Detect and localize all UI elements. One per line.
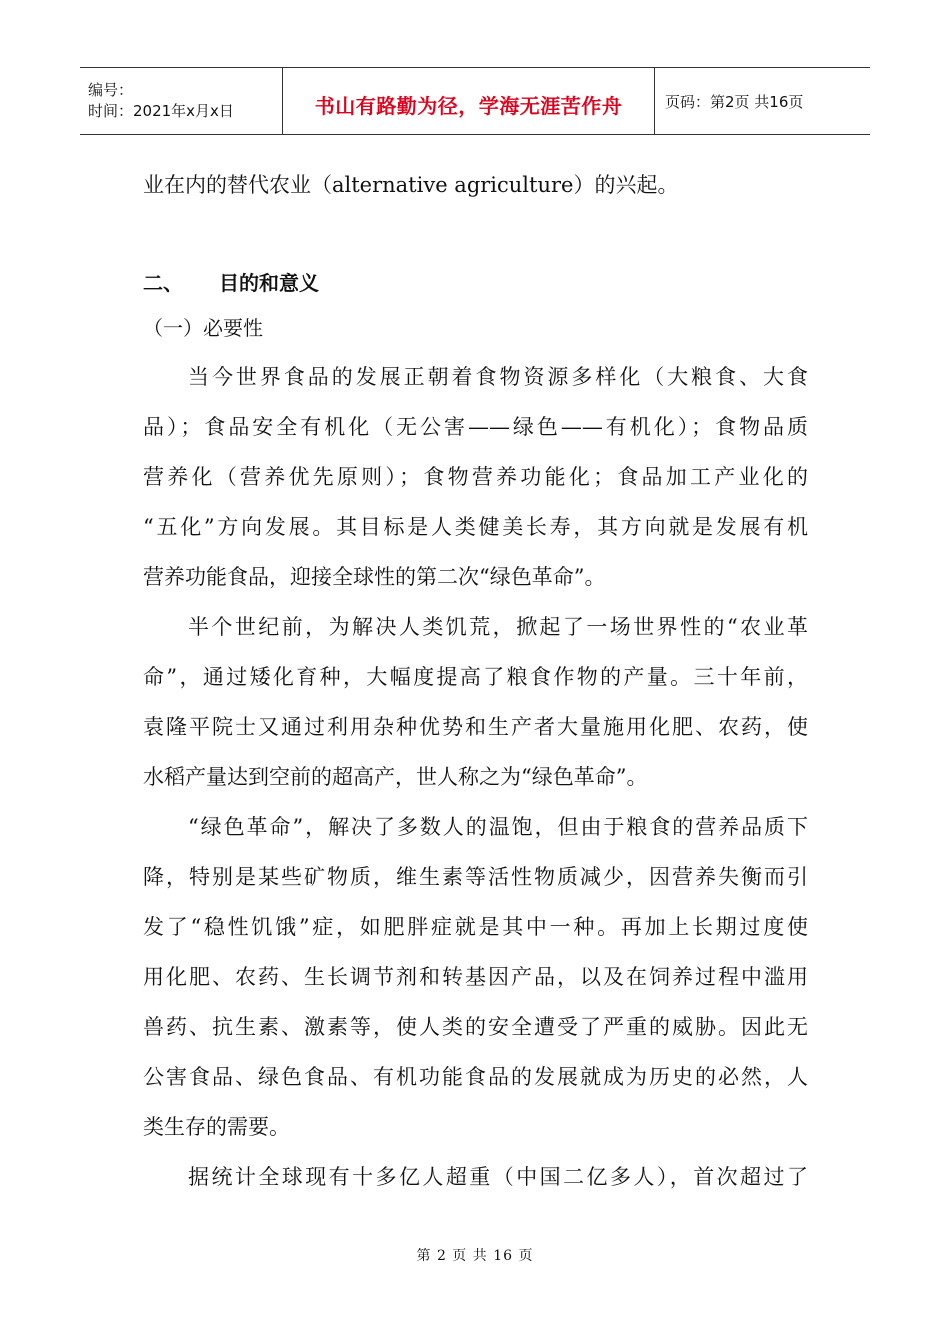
paragraph <box>143 352 808 602</box>
page-footer: 第 2 页 共 16 页 <box>416 1248 534 1264</box>
header-motto-cell <box>282 68 655 134</box>
paragraph-line: 类生存的需要。 <box>143 1115 290 1139</box>
header-date: 时间：2021年x月x日 <box>88 102 234 120</box>
header-page-info-cell <box>655 68 803 134</box>
section-title: 目的和意义 <box>219 271 319 295</box>
paragraph-line: 命”，通过矮化育种，大幅度提高了粮食作物的产量。三十年前， <box>143 665 808 689</box>
paragraph-line: 兽药、抗生素、激素等，使人类的安全遭受了严重的威胁。因此无 <box>143 1015 808 1039</box>
paragraph-line: “五化”方向发展。其目标是人类健美长寿，其方向就是发展有机 <box>143 515 808 539</box>
header-motto: 书山有路勤为径，学海无涯苦作舟 <box>314 93 623 118</box>
paragraph <box>143 802 808 1152</box>
paragraph-line: 水稻产量达到空前的超高产，世人称之为“绿色革命”。 <box>143 765 648 789</box>
paragraph-line: 半个世纪前，为解决人类饥荒，掀起了一场世界性的“农业革 <box>188 615 808 639</box>
paragraph-line: “绿色革命”，解决了多数人的温饱，但由于粮食的营养品质下 <box>188 815 808 839</box>
header-page-info: 页码：第2页 共16页 <box>665 92 804 111</box>
header-meta <box>80 68 282 134</box>
document-body <box>143 160 808 1202</box>
section-number: 二、 <box>143 271 183 295</box>
header-number-label: 编号： <box>88 81 134 99</box>
paragraph-line: 营养化（营养优先原则）；食物营养功能化；食品加工产业化的 <box>143 465 808 489</box>
page-header <box>80 67 870 135</box>
paragraph-line: 营养功能食品，迎接全球性的第二次“绿色革命”。 <box>143 565 606 589</box>
paragraph-line: 公害食品、绿色食品、有机功能食品的发展就成为历史的必然，人 <box>143 1065 808 1089</box>
paragraph <box>143 1152 808 1202</box>
paragraph-line: 当今世界食品的发展正朝着食物资源多样化（大粮食、大食 <box>188 365 808 389</box>
paragraph-line: 用化肥、农药、生长调节剂和转基因产品，以及在饲养过程中滥用 <box>143 965 808 989</box>
paragraph-line: 发了“稳性饥饿”症，如肥胖症就是其中一种。再加上长期过度使 <box>143 915 808 939</box>
paragraph <box>143 602 808 802</box>
paragraph-line: 品）；食品安全有机化（无公害——绿色——有机化）；食物品质 <box>143 415 808 439</box>
paragraph-line: 袁隆平院士又通过利用杂种优势和生产者大量施用化肥、农药，使 <box>143 715 808 739</box>
paragraph-line: 降，特别是某些矿物质，维生素等活性物质减少，因营养失衡而引 <box>143 865 808 889</box>
continuation-line: 业在内的替代农业（alternative agriculture）的兴起。 <box>143 173 679 197</box>
paragraph-line: 据统计全球现有十多亿人超重（中国二亿多人），首次超过了 <box>188 1165 808 1189</box>
subsection-heading: （一）必要性 <box>143 316 263 340</box>
section-heading <box>143 258 808 308</box>
